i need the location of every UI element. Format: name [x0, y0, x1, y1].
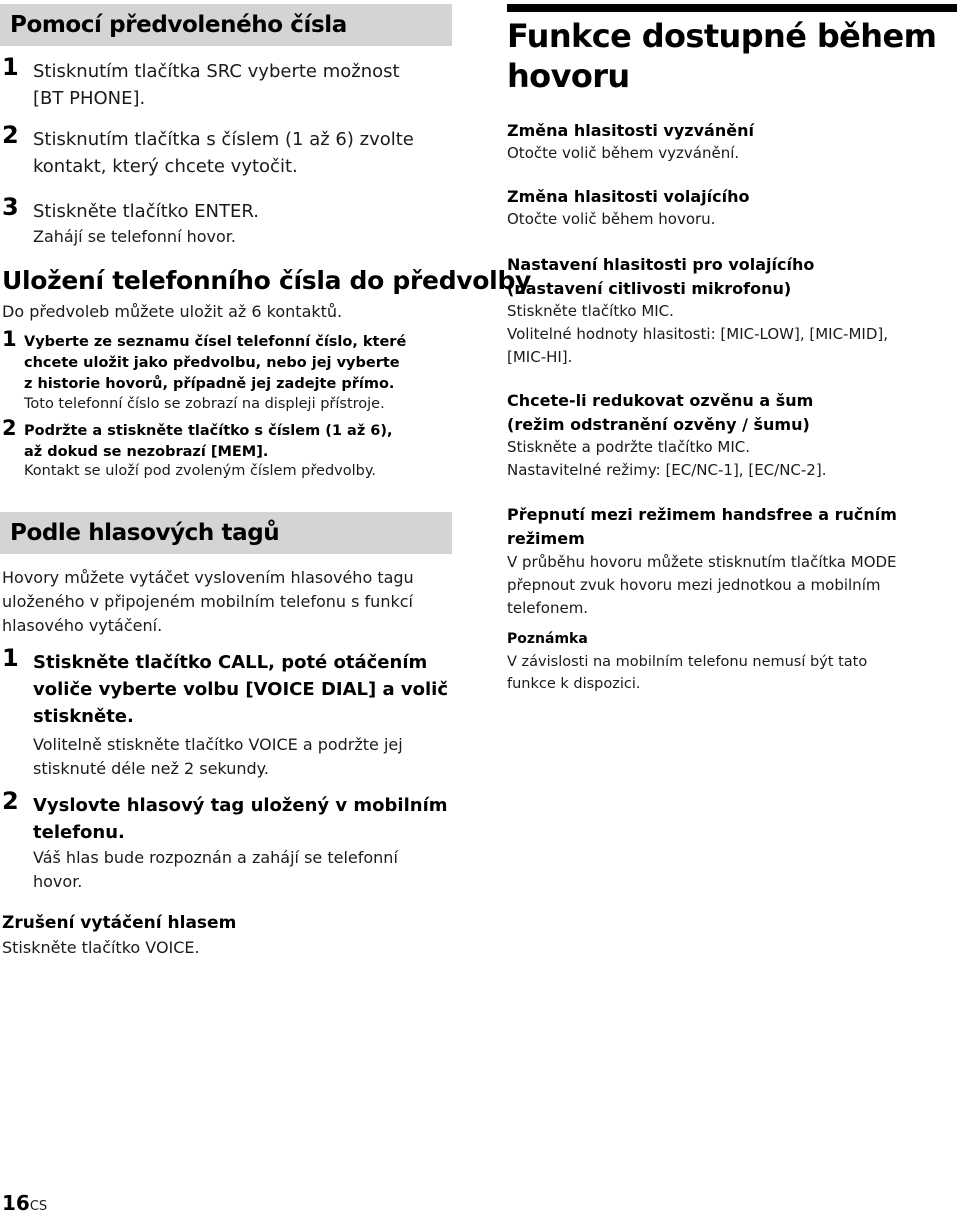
cancel-title: Zrušení vytáčení hlasem	[2, 913, 237, 933]
item-title: Změna hlasitosti volajícího	[507, 187, 750, 206]
item-title: Chcete-li redukovat ozvěnu a šum (režim odstranění ozvěny / šumu)	[507, 391, 814, 434]
page-language: CS	[29, 1199, 48, 1214]
step-text: Vyberte ze seznamu čísel telefonní číslo, které chcete uložit jako předvolbu, nebo jej vyberte z historie hovorů, případně jej zadejte přímo.	[24, 334, 407, 392]
step-note: Volitelně stiskněte tlačítko VOICE a podržte jej stisknuté déle než 2 sekundy.	[33, 735, 403, 778]
step-number: 1	[2, 327, 17, 351]
page-number-value: 16	[2, 1191, 30, 1215]
step-text: Podržte a stiskněte tlačítko s číslem (1 až 6), až dokud se nezobrazí [MEM].	[24, 423, 393, 460]
section-heading-voice-tags: Podle hlasových tagů	[0, 512, 452, 554]
step-note: Váš hlas bude rozpoznán a zahájí se telefonní hovor.	[33, 848, 398, 891]
item-title: Přepnutí mezi režimem handsfree a ručním režimem	[507, 505, 897, 548]
step-text: Vyslovte hlasový tag uložený v mobilním telefonu.	[33, 795, 448, 843]
step-number: 2	[2, 416, 17, 440]
note-label: Poznámka	[507, 631, 588, 647]
step-number: 2	[2, 787, 19, 815]
step-text: Stiskněte tlačítko CALL, poté otáčením voliče vyberte volbu [VOICE DIAL] a volič stiskněte.	[33, 652, 449, 727]
item-title: Nastavení hlasitosti pro volajícího (nastavení citlivosti mikrofonu)	[507, 255, 815, 298]
item-body: Otočte volič během hovoru.	[507, 210, 716, 228]
item-body: Stiskněte tlačítko MIC. Volitelné hodnoty hlasitosti: [MIC-LOW], [MIC-MID], [MIC-HI].	[507, 302, 888, 366]
note-text: V závislosti na mobilním telefonu nemusí být tato funkce k dispozici.	[507, 654, 868, 692]
step-text: Stisknutím tlačítka SRC vyberte možnost [BT PHONE].	[33, 61, 400, 109]
step-text: Stisknutím tlačítka s číslem (1 až 6) zvolte kontakt, který chcete vytočit.	[33, 129, 414, 177]
step-number: 1	[2, 53, 19, 81]
step-number: 1	[2, 644, 19, 672]
step-text: Stiskněte tlačítko ENTER.	[33, 201, 259, 222]
item-title: Změna hlasitosti vyzvánění	[507, 121, 754, 140]
step-note: Zahájí se telefonní hovor.	[33, 227, 236, 246]
step-number: 3	[2, 193, 19, 221]
item-body: Stiskněte a podržte tlačítko MIC. Nastavitelné režimy: [EC/NC-1], [EC/NC-2].	[507, 438, 827, 479]
right-heading: Funkce dostupné během hovoru	[507, 17, 937, 95]
section-intro: Hovory můžete vytáčet vyslovením hlasového tagu uloženého v připojeném mobilním telefonu s funkcí hlasového vytáčení.	[2, 568, 414, 635]
item-body: V průběhu hovoru můžete stisknutím tlačítka MODE přepnout zvuk hovoru mezi jednotkou a mobilním telefonem.	[507, 553, 897, 617]
section-intro: Do předvoleb můžete uložit až 6 kontaktů.	[2, 302, 343, 321]
section-heading-store: Uložení telefonního čísla do předvolby	[2, 266, 532, 295]
step-note: Kontakt se uloží pod zvoleným číslem předvolby.	[24, 463, 376, 479]
item-body: Otočte volič během vyzvánění.	[507, 144, 740, 162]
page-number	[2, 1191, 47, 1215]
step-number: 2	[2, 121, 19, 149]
heading-rule	[507, 4, 957, 12]
step-note: Toto telefonní číslo se zobrazí na displeji přístroje.	[24, 396, 385, 412]
cancel-text: Stiskněte tlačítko VOICE.	[2, 938, 200, 957]
section-heading-preset: Pomocí předvoleného čísla	[0, 4, 452, 46]
